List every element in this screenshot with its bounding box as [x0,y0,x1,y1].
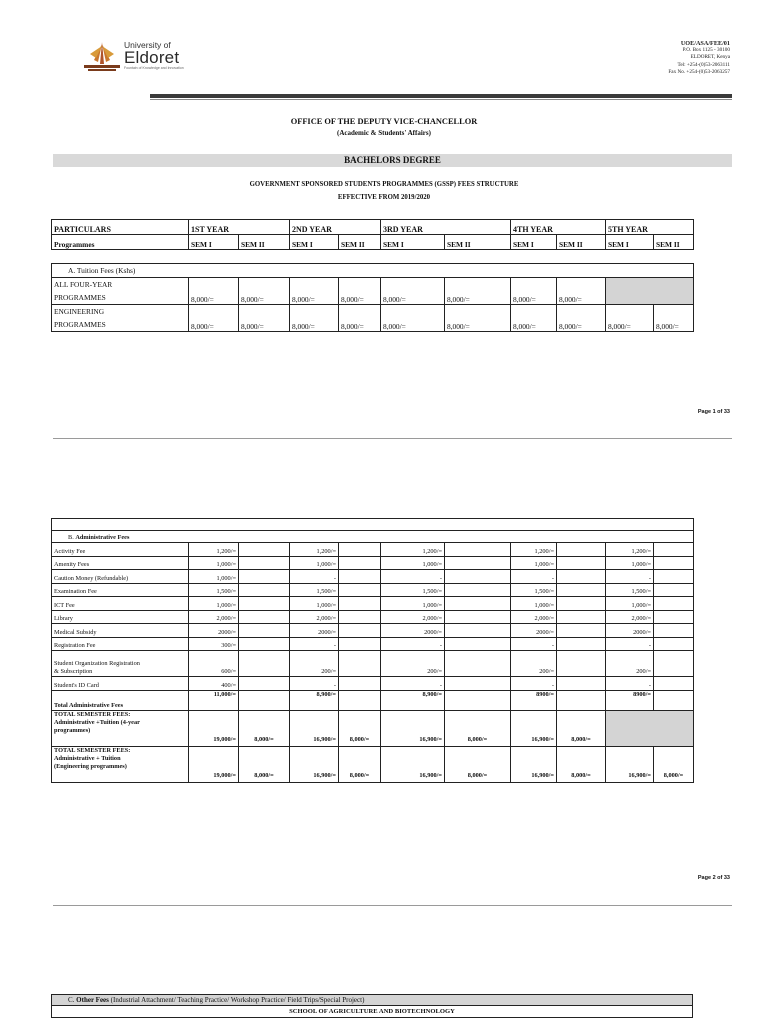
address-line: Fax No. +254-(0)53-2063257 [668,68,730,75]
sem-header: SEM II [445,235,511,250]
fee-cell: - [606,677,654,691]
fee-cell: 200/= [606,651,654,677]
fee-cell: 8,000/= [339,305,381,332]
total-row [52,690,694,710]
empty-cell [445,570,511,584]
fee-cell: 600/= [189,651,239,677]
row-label: Total Administrative Fees [52,690,189,710]
fee-cell: 8,000/= [290,305,339,332]
year-header: 3RD YEAR [381,220,511,235]
fee-cell: 1,200/= [189,543,239,557]
empty-cell [557,637,606,651]
fee-cell: 8,000/= [189,305,239,332]
empty-cell [239,570,290,584]
year-header: 5TH YEAR [606,220,694,235]
other-fees-table [51,994,693,1018]
empty-cell [239,543,290,557]
sem-header: SEM II [654,235,694,250]
fee-cell: 11,000/= [189,690,239,710]
fee-cell: - [511,677,557,691]
not-applicable-cell [606,710,694,746]
empty-cell [654,677,694,691]
fee-cell: 1,000/= [290,556,339,570]
fee-cell: 8,000/= [445,710,511,746]
empty-cell [239,597,290,611]
fee-cell: 8,000/= [339,746,381,782]
table-row [52,597,694,611]
sem-header: SEM I [511,235,557,250]
empty-cell [654,690,694,710]
fee-cell: 8,000/= [239,278,290,305]
empty-cell [557,570,606,584]
table-row [52,677,694,691]
tuition-fees-table [51,263,694,332]
table-row [52,651,694,677]
fee-cell: 16,900/= [290,746,339,782]
empty-cell [239,624,290,638]
empty-cell [557,583,606,597]
empty-cell [445,610,511,624]
table-row [52,543,694,557]
table-row [52,570,694,584]
row-label: Activity Fee [52,543,189,557]
fee-cell: 8,000/= [381,278,445,305]
empty-cell [557,556,606,570]
fee-cell: - [381,637,445,651]
fee-cell: 16,900/= [606,746,654,782]
fee-cell: 1,000/= [511,556,557,570]
empty-cell [557,690,606,710]
fee-cell: 8900/= [606,690,654,710]
row-label: Registration Fee [52,637,189,651]
address-line: Tel: +254-(0)53-2063111 [677,61,730,68]
empty-cell [339,637,381,651]
empty-cell [239,677,290,691]
fee-cell: 2000/= [381,624,445,638]
logo-emblem-icon [80,38,124,72]
empty-cell [445,597,511,611]
fee-cell: 16,900/= [381,710,445,746]
fees-structure-title: GOVERNMENT SPONSORED STUDENTS PROGRAMMES (GSSP) FEES STRUCTURE [249,181,519,188]
empty-cell [239,583,290,597]
row-label: Medical Subsidy [52,624,189,638]
fee-cell: 8,000/= [339,710,381,746]
fee-cell: 1,000/= [606,556,654,570]
fee-cell: 16,900/= [511,746,557,782]
year-header-table [51,219,694,250]
sem-header: SEM I [381,235,445,250]
row-label: Amenity Fees [52,556,189,570]
sem-header: SEM II [557,235,606,250]
empty-cell [339,610,381,624]
empty-cell [654,651,694,677]
school-heading: SCHOOL OF AGRICULTURE AND BIOTECHNOLOGY [52,1006,693,1018]
fee-cell: 200/= [511,651,557,677]
fee-cell: 8900/= [511,690,557,710]
fee-cell: 8,000/= [239,746,290,782]
empty-cell [339,570,381,584]
row-label: ALL FOUR-YEAR PROGRAMMES [52,278,189,305]
fee-cell: 8,000/= [381,305,445,332]
empty-cell [557,624,606,638]
fee-cell: 2,000/= [606,610,654,624]
sem-header: SEM I [290,235,339,250]
address-line: ELDORET, Kenya [690,54,730,61]
fee-cell: 8,000/= [511,305,557,332]
fee-cell: 2,000/= [290,610,339,624]
fee-cell: - [381,677,445,691]
fee-cell: 8,900/= [290,690,339,710]
empty-cell [339,651,381,677]
page-break [53,438,732,439]
empty-cell [239,637,290,651]
fee-cell: - [290,570,339,584]
not-applicable-cell [606,278,694,305]
empty-cell [654,610,694,624]
fee-cell: 8,000/= [189,278,239,305]
semester-total-row [52,746,694,782]
fee-cell: 8,000/= [606,305,654,332]
empty-cell [239,651,290,677]
fee-cell: 8,000/= [511,278,557,305]
empty-cell [445,543,511,557]
fee-cell: 200/= [381,651,445,677]
table-row [52,583,694,597]
empty-cell [445,583,511,597]
fee-cell: 1,000/= [381,597,445,611]
fee-cell: 8,000/= [239,710,290,746]
row-label: TOTAL SEMESTER FEES: Administrative + Tuition (Engineering programmes) [52,746,189,782]
empty-cell [654,570,694,584]
page-break [53,905,732,906]
fee-cell: - [606,570,654,584]
sem-header: SEM II [339,235,381,250]
fee-cell: 8,000/= [557,746,606,782]
year-header: 4TH YEAR [511,220,606,235]
fee-cell: - [290,677,339,691]
fee-cell: 400/= [189,677,239,691]
programmes-header: Programmes [52,235,189,250]
fee-cell: 8,000/= [557,305,606,332]
fee-cell: 8,000/= [445,278,511,305]
fee-cell: 200/= [290,651,339,677]
row-label: Student Organization Registration & Subscription [52,651,189,677]
empty-cell [445,690,511,710]
fee-cell: 1,500/= [290,583,339,597]
fee-cell: - [511,570,557,584]
table-row [52,624,694,638]
page-number: Page 1 of 33 [697,409,730,415]
row-label: ICT Fee [52,597,189,611]
row-label: Caution Money (Refundable) [52,570,189,584]
fee-cell: 8,000/= [239,305,290,332]
fee-cell: 2,000/= [381,610,445,624]
fee-cell: 1,000/= [606,597,654,611]
document-ref: UOE/ASA/FEE/01 [680,40,730,47]
header-rule [150,94,732,98]
fee-cell: - [381,570,445,584]
empty-cell [445,651,511,677]
row-label: TOTAL SEMESTER FEES: Administrative +Tuition (4-year programmes) [52,710,189,746]
particulars-header: PARTICULARS [52,220,189,235]
fee-cell: 2000/= [511,624,557,638]
empty-cell [339,543,381,557]
empty-cell [339,556,381,570]
row-label: Student's ID Card [52,677,189,691]
fee-cell: 16,900/= [290,710,339,746]
table-row [52,556,694,570]
empty-cell [239,690,290,710]
sem-header: SEM I [189,235,239,250]
other-fees-heading: C. Other Fees (Industrial Attachment/ Teaching Practice/ Workshop Practice/ Field Trips/Special Project) [52,995,693,1006]
fee-cell: 1,000/= [189,556,239,570]
empty-cell [339,690,381,710]
fee-cell: 1,000/= [381,556,445,570]
fee-cell: 1,500/= [511,583,557,597]
empty-cell [445,637,511,651]
page-number: Page 2 of 33 [697,875,730,881]
fee-cell: 8,000/= [290,278,339,305]
fee-cell: 1,200/= [511,543,557,557]
logo-text-main: Eldoret [124,48,180,67]
logo-tagline: Fountain of Knowledge and Innovation [124,66,184,70]
fee-cell: 2000/= [290,624,339,638]
administrative-fees-table [51,518,694,783]
fee-cell: 1,000/= [511,597,557,611]
fee-cell: 8,000/= [339,278,381,305]
empty-cell [654,543,694,557]
fee-cell: 8,900/= [381,690,445,710]
fee-cell: 8,000/= [654,305,694,332]
fee-cell: 1,200/= [381,543,445,557]
tuition-heading: A. Tuition Fees (Kshs) [52,264,694,278]
empty-cell [557,610,606,624]
semester-total-row [52,710,694,746]
empty-cell [445,624,511,638]
table-row [52,610,694,624]
fee-cell: 8,000/= [557,278,606,305]
empty-cell [339,597,381,611]
fee-cell: 2,000/= [511,610,557,624]
empty-cell [445,677,511,691]
fee-cell: - [511,637,557,651]
row-label: Examination Fee [52,583,189,597]
admin-heading: B. Administrative Fees [52,531,694,543]
fee-cell: 1,200/= [606,543,654,557]
degree-banner: BACHELORS DEGREE [53,154,732,167]
empty-cell [654,583,694,597]
row-label: ENGINEERING PROGRAMMES [52,305,189,332]
empty-cell [339,677,381,691]
address-block [668,40,730,76]
fee-cell: 16,900/= [381,746,445,782]
fee-cell: 19,000/= [189,710,239,746]
fee-cell: 1,000/= [189,597,239,611]
empty-cell [654,637,694,651]
year-header: 1ST YEAR [189,220,290,235]
fee-cell: 19,000/= [189,746,239,782]
empty-cell [654,597,694,611]
empty-cell [557,597,606,611]
fee-cell: 2000/= [189,624,239,638]
fee-cell: 1,000/= [290,597,339,611]
fee-cell: 1,500/= [381,583,445,597]
empty-cell [557,543,606,557]
fee-cell: 2,000/= [189,610,239,624]
empty-cell [339,583,381,597]
fee-cell: - [290,637,339,651]
fee-cell: - [606,637,654,651]
fee-cell: 1,500/= [189,583,239,597]
row-label: Library [52,610,189,624]
effective-date: EFFECTIVE FROM 2019/2020 [337,194,431,201]
empty-cell [339,624,381,638]
empty-cell [557,651,606,677]
table-row [52,305,694,332]
fee-cell: 8,000/= [557,710,606,746]
logo-text-top: University of [124,40,171,50]
empty-cell [654,556,694,570]
empty-cell [557,677,606,691]
fee-cell: 16,900/= [511,710,557,746]
fee-cell: 300/= [189,637,239,651]
address-line: P.O. Box 1125 - 30100 [682,47,730,54]
empty-cell [239,610,290,624]
year-header: 2ND YEAR [290,220,381,235]
university-logo [80,38,198,72]
fee-cell: 1,200/= [290,543,339,557]
fee-cell: 8,000/= [445,746,511,782]
empty-cell [239,556,290,570]
table-spacer-row [52,519,694,531]
fee-cell: 8,000/= [654,746,694,782]
table-row [52,278,694,305]
table-row [52,637,694,651]
fee-cell: 1,000/= [189,570,239,584]
empty-cell [654,624,694,638]
office-title: OFFICE OF THE DEPUTY VICE-CHANCELLOR [290,117,478,126]
fee-cell: 8,000/= [445,305,511,332]
sem-header: SEM I [606,235,654,250]
office-subtitle: (Academic & Students' Affairs) [337,129,431,137]
sem-header: SEM II [239,235,290,250]
fee-cell: 1,500/= [606,583,654,597]
header-rule-thin [150,99,732,100]
empty-cell [445,556,511,570]
fee-cell: 2000/= [606,624,654,638]
